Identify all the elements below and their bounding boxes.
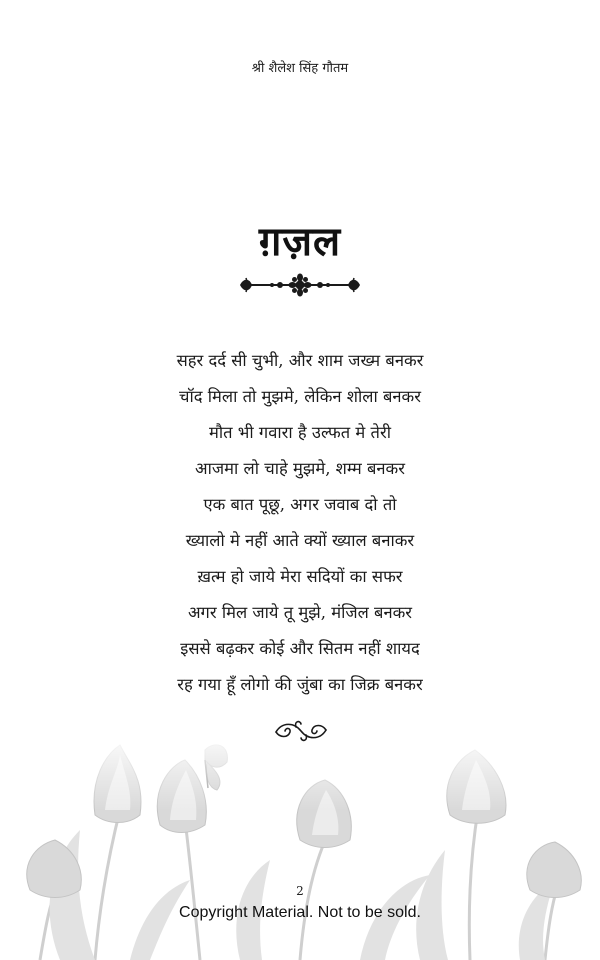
poem-line: एक बात पूछू, अगर जवाब दो तो: [203, 495, 397, 514]
poem-line: ख़त्म हो जाये मेरा सदियों का सफर: [197, 567, 403, 586]
poem-line: सहर दर्द सी चुभी, और शाम जख्म बनकर: [176, 351, 424, 370]
poem-line: मौत भी गवारा है उल्फत मे तेरी: [209, 423, 391, 442]
page-number: 2: [296, 884, 304, 898]
poem-line: इससे बढ़कर कोई और सितम नहीं शायद: [180, 639, 420, 658]
tulip-background-illustration: [0, 730, 600, 960]
author-name: श्री शैलेश सिंह गौतम: [251, 61, 349, 76]
poem-line: रह गया हूँ लोगो की जुंबा का जिक्र बनकर: [177, 675, 423, 694]
scroll-flourish-icon: [272, 718, 330, 744]
copyright-notice: Copyright Material. Not to be sold.: [179, 904, 421, 921]
poem: [0, 343, 600, 703]
page-title: ग़ज़ल: [258, 218, 342, 265]
poem-line: आजमा लो चाहे मुझमे, शम्म बनकर: [195, 459, 405, 478]
floral-divider-icon: [236, 272, 364, 298]
poem-line: चॉद मिला तो मुझमे, लेकिन शोला बनकर: [179, 387, 421, 406]
poem-line: अगर मिल जाये तू मुझे, मंजिल बनकर: [187, 603, 413, 622]
poem-line: ख्यालो मे नहीं आते क्यों ख्याल बनाकर: [185, 531, 415, 550]
